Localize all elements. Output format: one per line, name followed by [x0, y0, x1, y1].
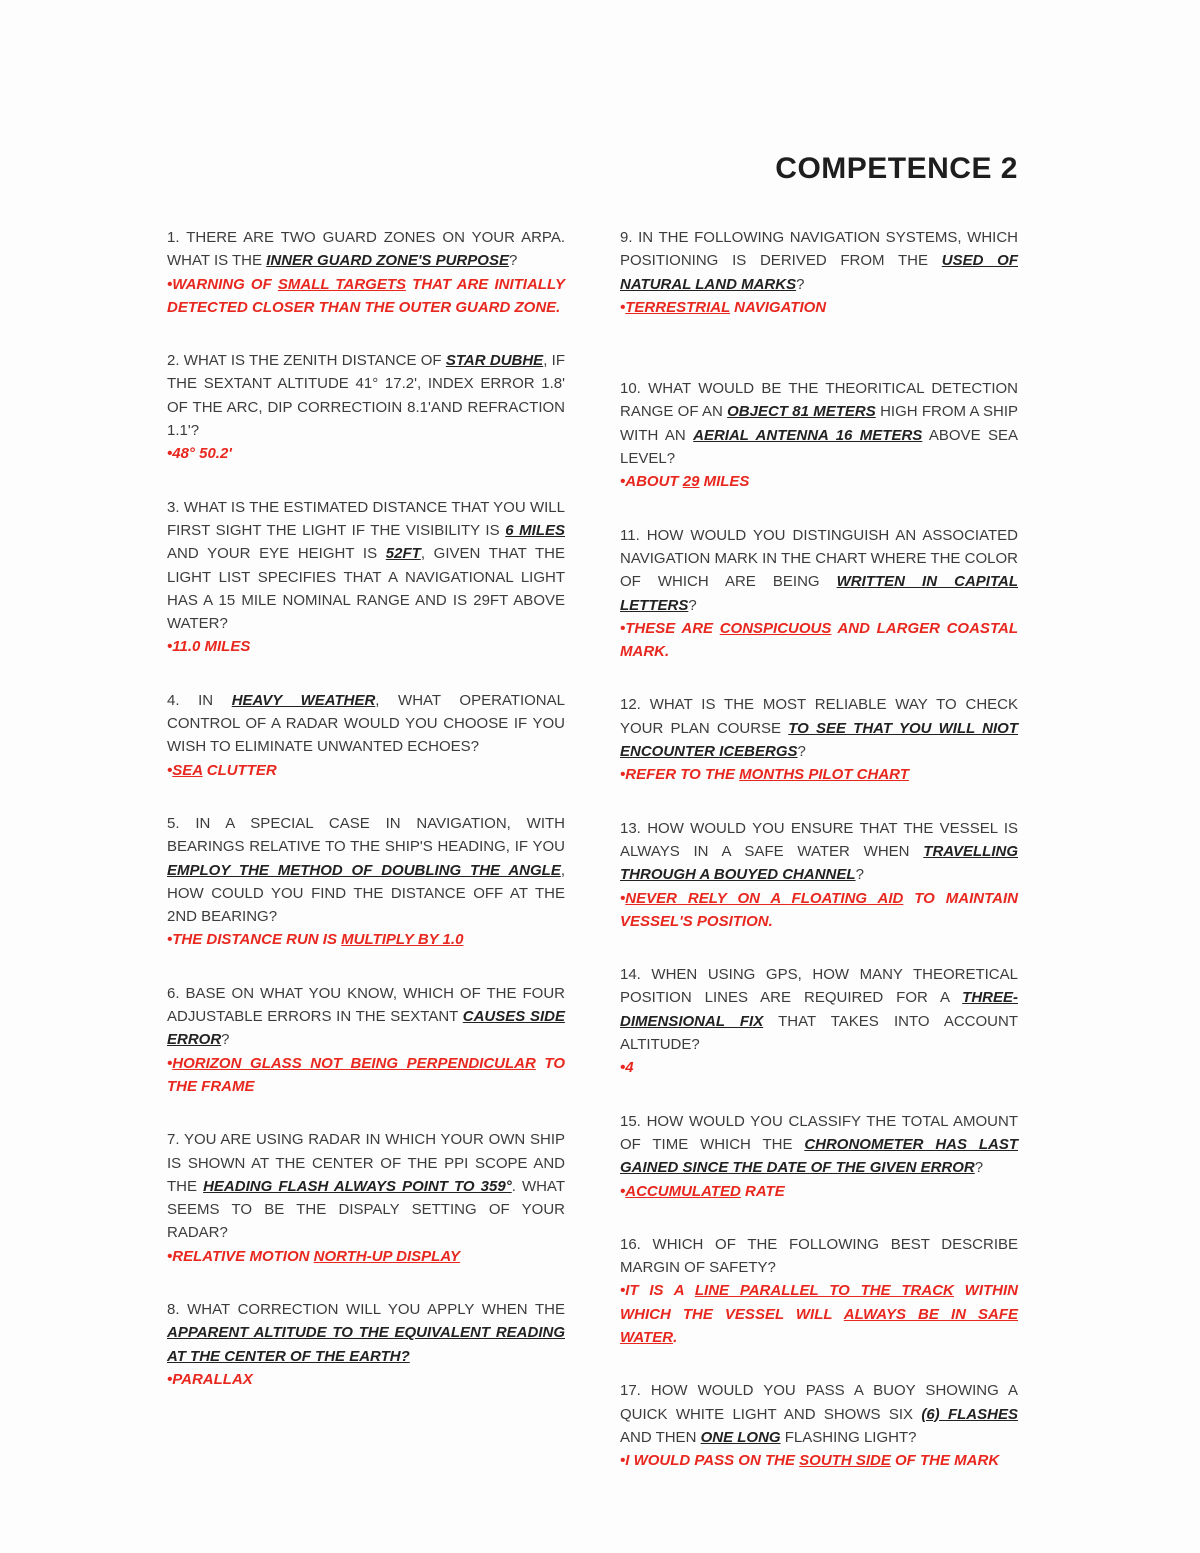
question-text: 1. THERE ARE TWO GUARD ZONES ON YOUR ARPA. WHAT IS THE INNER GUARD ZONE'S PURPOSE? — [167, 229, 565, 270]
answer-underline: TERRESTRIAL — [625, 298, 730, 316]
answer-underline: SEA — [172, 761, 203, 779]
answer-underline: SOUTH SIDE — [799, 1452, 891, 1470]
question-emphasis: WRITTEN IN CAPITAL LETTERS — [620, 573, 1018, 614]
question-emphasis: HEAVY WEATHER — [231, 691, 376, 709]
question-text: 16. WHICH OF THE FOLLOWING BEST DESCRIBE MARGIN OF SAFETY? — [620, 1235, 1018, 1277]
question-emphasis: USED OF NATURAL LAND MARKS — [620, 252, 1018, 293]
question-text: 4. IN HEAVY WEATHER, WHAT OPERATIONAL CONTROL OF A RADAR WOULD YOU CHOOSE IF YOU WISH TO ELIMINATE UNWANTED ECHOES? — [167, 691, 565, 756]
answer-text: •RELATIVE MOTION NORTH-UP DISPLAY — [167, 1247, 461, 1265]
answer-underline: MONTHS PILOT CHART — [739, 766, 909, 784]
qa-item — [167, 349, 565, 465]
question-emphasis: 6 MILES — [505, 521, 565, 539]
answer-text: •WARNING OF SMALL TARGETS THAT ARE INITIALLY DETECTED CLOSER THAN THE OUTER GUARD ZONE. — [167, 275, 566, 316]
answer-underline: SMALL TARGETS — [277, 275, 406, 293]
question-emphasis: INNER GUARD ZONE'S PURPOSE — [266, 252, 509, 270]
answer-text: •ACCUMULATED RATE — [620, 1182, 785, 1200]
question-emphasis: AERIAL ANTENNA 16 METERS — [693, 426, 923, 444]
answer-underline: MULTIPLY BY 1.0 — [341, 931, 464, 949]
answer-underline: HORIZON GLASS NOT BEING PERPENDICULAR — [172, 1054, 536, 1072]
question-text: 9. IN THE FOLLOWING NAVIGATION SYSTEMS, WHICH POSITIONING IS DERIVED FROM THE USED OF NATURAL LAND MARKS? — [620, 229, 1018, 293]
answer-text: •TERRESTRIAL NAVIGATION — [620, 298, 827, 316]
answer-underline: LINE PARALLEL TO THE TRACK — [694, 1282, 954, 1300]
answer-text: •ABOUT 29 MILES — [620, 473, 750, 491]
answer-text: •THESE ARE CONSPICUOUS AND LARGER COASTAL MARK. — [620, 619, 1018, 661]
answer-underline: ACCUMULATED — [625, 1182, 741, 1200]
qa-item — [620, 1233, 1018, 1349]
answer-text: •REFER TO THE MONTHS PILOT CHART — [620, 766, 909, 784]
question-emphasis: (6) FLASHES — [921, 1405, 1018, 1423]
answer-text: •IT IS A LINE PARALLEL TO THE TRACK WITHIN WHICH THE VESSEL WILL ALWAYS BE IN SAFE WATER. — [620, 1282, 1019, 1346]
qa-item — [620, 1110, 1018, 1203]
question-emphasis: OBJECT 81 METERS — [727, 403, 876, 421]
question-text: 3. WHAT IS THE ESTIMATED DISTANCE THAT YOU WILL FIRST SIGHT THE LIGHT IF THE VISIBILITY IS 6 MILES AND YOUR EYE HEIGHT IS 52FT, GIVEN THAT THE LIGHT LIST SPECIFIES THAT A NAVIGATIONAL LIGHT HAS A 15 MILE NOMINAL RANGE AND IS 29FT ABOVE WATER? — [167, 498, 565, 633]
answer-text: •NEVER RELY ON A FLOATING AID TO MAINTAIN VESSEL'S POSITION. — [620, 889, 1018, 930]
qa-item — [620, 1379, 1018, 1472]
qa-item — [620, 817, 1018, 933]
answer-underline: NORTH-UP DISPLAY — [313, 1247, 461, 1265]
question-text: 6. BASE ON WHAT YOU KNOW, WHICH OF THE FOUR ADJUSTABLE ERRORS IN THE SEXTANT CAUSES SIDE ERROR? — [167, 984, 565, 1049]
question-text: 14. WHEN USING GPS, HOW MANY THEORETICAL POSITION LINES ARE REQUIRED FOR A THREE-DIMENSIONAL FIX THAT TAKES INTO ACCOUNT ALTITUDE? — [620, 966, 1019, 1054]
answer-text: •4 — [620, 1059, 634, 1077]
qa-item — [167, 1298, 565, 1391]
answer-text: •THE DISTANCE RUN IS MULTIPLY BY 1.0 — [167, 931, 464, 949]
question-emphasis: THREE-DIMENSIONAL FIX — [620, 989, 1018, 1030]
qa-item — [167, 689, 565, 782]
qa-item — [167, 1128, 565, 1268]
question-text: 17. HOW WOULD YOU PASS A BUOY SHOWING A QUICK WHITE LIGHT AND SHOWS SIX (6) FLASHES AND THEN ONE LONG FLASHING LIGHT? — [620, 1382, 1018, 1446]
qa-item — [167, 812, 565, 952]
answer-text: •11.0 MILES — [167, 638, 251, 656]
right-column — [620, 226, 1018, 1472]
question-text: 5. IN A SPECIAL CASE IN NAVIGATION, WITH BEARINGS RELATIVE TO THE SHIP'S HEADING, IF YOU EMPLOY THE METHOD OF DOUBLING THE ANGLE, HOW COULD YOU FIND THE DISTANCE OFF AT THE 2ND BEARING? — [167, 814, 565, 926]
qa-item — [167, 496, 565, 659]
qa-item — [620, 963, 1018, 1079]
qa-item — [167, 982, 565, 1098]
answer-text: •HORIZON GLASS NOT BEING PERPENDICULAR TO THE FRAME — [167, 1054, 565, 1095]
question-text: 7. YOU ARE USING RADAR IN WHICH YOUR OWN SHIP IS SHOWN AT THE CENTER OF THE PPI SCOPE AND THE HEADING FLASH ALWAYS POINT TO 359°. WHAT SEEMS TO BE THE DISPALY SETTING OF YOUR RADAR? — [167, 1131, 565, 1242]
question-emphasis: STAR DUBHE — [445, 352, 544, 370]
question-text: 12. WHAT IS THE MOST RELIABLE WAY TO CHECK YOUR PLAN COURSE TO SEE THAT YOU WILL NIOT ENCOUNTER ICEBERGS? — [620, 696, 1019, 761]
answer-underline: ALWAYS BE IN SAFE WATER — [620, 1305, 1019, 1346]
qa-item — [167, 226, 565, 319]
question-emphasis: HEADING FLASH ALWAYS POINT TO 359° — [203, 1177, 512, 1195]
question-emphasis: ONE LONG — [700, 1428, 781, 1446]
answer-text: •I WOULD PASS ON THE SOUTH SIDE OF THE MARK — [620, 1452, 1000, 1470]
qa-item — [620, 524, 1018, 664]
question-text: 11. HOW WOULD YOU DISTINGUISH AN ASSOCIATED NAVIGATION MARK IN THE CHART WHERE THE COLOR OF WHICH ARE BEING WRITTEN IN CAPITAL LETTERS? — [620, 526, 1018, 614]
qa-item — [620, 693, 1018, 786]
answer-underline: 29 — [682, 473, 700, 491]
question-emphasis: CAUSES SIDE ERROR — [167, 1008, 565, 1049]
question-emphasis: TRAVELLING THROUGH A BOUYED CHANNEL — [620, 842, 1018, 884]
qa-item — [620, 377, 1018, 493]
qa-item — [620, 226, 1018, 319]
question-emphasis: APPARENT ALTITUDE TO THE EQUIVALENT READING AT THE CENTER OF THE EARTH? — [167, 1324, 565, 1365]
answer-underline: CONSPICUOUS — [719, 619, 832, 637]
question-emphasis: TO SEE THAT YOU WILL NIOT ENCOUNTER ICEBERGS — [620, 719, 1019, 761]
question-text: 15. HOW WOULD YOU CLASSIFY THE TOTAL AMOUNT OF TIME WHICH THE CHRONOMETER HAS LAST GAINED SINCE THE DATE OF THE GIVEN ERROR? — [620, 1112, 1018, 1177]
question-text: 8. WHAT CORRECTION WILL YOU APPLY WHEN THE APPARENT ALTITUDE TO THE EQUIVALENT READING AT THE CENTER OF THE EARTH? — [167, 1300, 565, 1365]
question-emphasis: 52FT — [385, 545, 421, 563]
answer-text: •PARALLAX — [167, 1370, 253, 1388]
question-text: 2. WHAT IS THE ZENITH DISTANCE OF STAR DUBHE, IF THE SEXTANT ALTITUDE 41° 17.2', INDEX ERROR 1.8' OF THE ARC, DIP CORRECTIOIN 8.1'AND REFRACTION 1.1'? — [167, 352, 565, 440]
question-text: 10. WHAT WOULD BE THE THEORITICAL DETECTION RANGE OF AN OBJECT 81 METERS HIGH FROM A SHIP WITH AN AERIAL ANTENNA 16 METERS ABOVE SEA LEVEL? — [620, 380, 1019, 468]
question-emphasis: CHRONOMETER HAS LAST GAINED SINCE THE DATE OF THE GIVEN ERROR — [620, 1135, 1018, 1177]
answer-underline: NEVER RELY ON A FLOATING AID — [625, 889, 904, 907]
page-title: COMPETENCE 2 — [775, 152, 1018, 185]
answer-text: •48° 50.2' — [167, 445, 232, 463]
question-emphasis: EMPLOY THE METHOD OF DOUBLING THE ANGLE — [167, 861, 561, 879]
answer-text: •SEA CLUTTER — [167, 761, 277, 779]
left-column — [167, 226, 565, 1391]
question-text: 13. HOW WOULD YOU ENSURE THAT THE VESSEL IS ALWAYS IN A SAFE WATER WHEN TRAVELLING THROUGH A BOUYED CHANNEL? — [620, 819, 1018, 884]
